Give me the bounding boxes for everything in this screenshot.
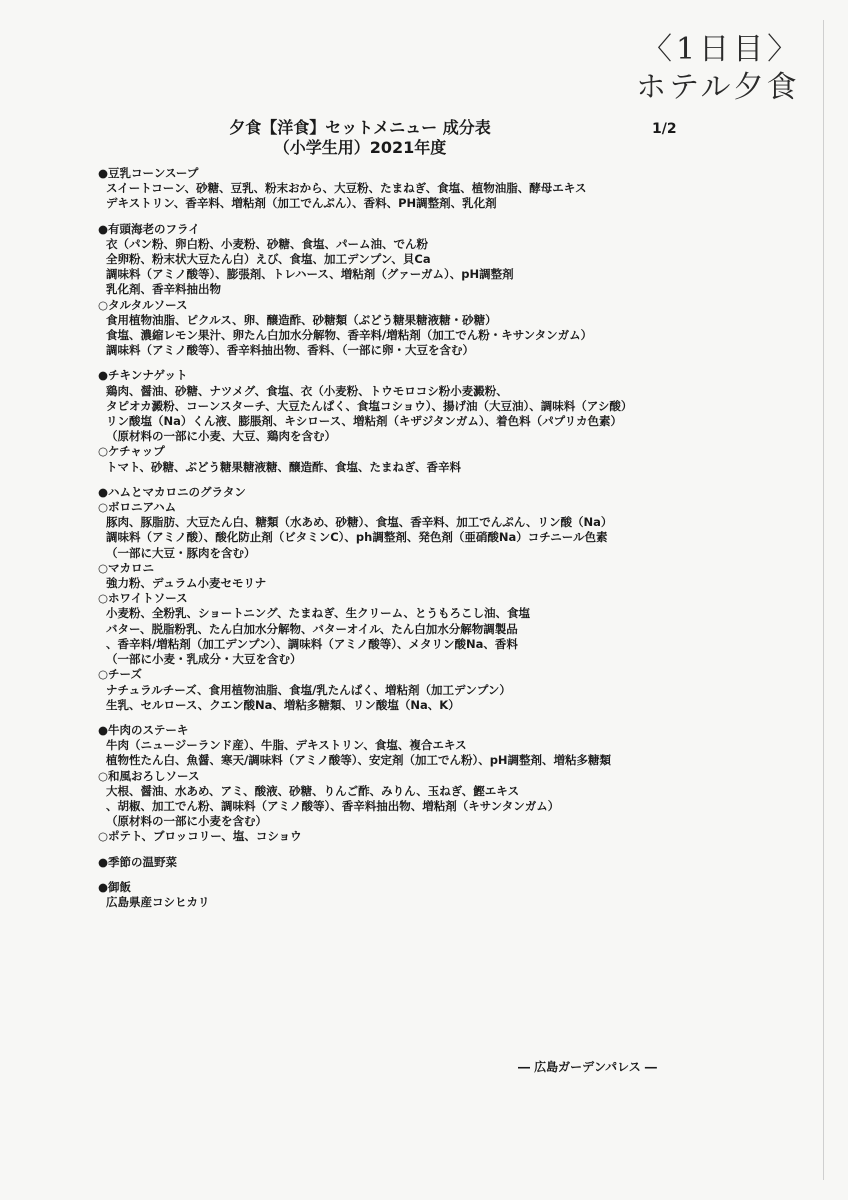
ingredient-line: 鶏肉、醤油、砂糖、ナツメグ、食塩、衣（小麦粉、トウモロコシ粉小麦澱粉、 xyxy=(106,383,508,398)
dish-heading: ● 牛肉のステーキ xyxy=(98,723,658,738)
menu-ingredient-list xyxy=(98,166,658,920)
footer-venue: ― 広島ガーデンパレス ― xyxy=(518,1060,657,1074)
ingredient-line: 食塩、濃縮レモン果汁、卵たん白加水分解物、香辛料/増粘剤（加工でん粉・キサンタンガム） xyxy=(106,328,593,343)
page-number: 1/2 xyxy=(652,121,677,137)
menu-section xyxy=(98,222,658,359)
ingredient-line: 衣（パン粉、卵白粉、小麦粉、砂糖、食塩、パーム油、でん粉 xyxy=(106,236,428,251)
handwritten-day: 〈1日目〉 xyxy=(642,32,802,67)
dish-heading: ● 有頭海老のフライ xyxy=(98,222,658,237)
component-heading: ○ ボロニアハム xyxy=(98,500,658,515)
ingredient-line: （原材料の一部に小麦を含む） xyxy=(106,814,267,829)
ingredient-line: （一部に大豆・豚肉を含む） xyxy=(106,545,256,560)
dish-heading: ● 季節の温野菜 xyxy=(98,855,658,870)
menu-section xyxy=(98,368,658,474)
component-heading: ○ マカロニ xyxy=(98,561,658,576)
ingredient-line: 小麦粉、全粉乳、ショートニング、たまねぎ、生クリーム、とうもろこし油、食塩 xyxy=(106,606,531,621)
ingredient-line: 植物性たん白、魚醤、寒天/調味料（アミノ酸等）、安定剤（加工でん粉）、pH調整剤、増粘多糖類 xyxy=(106,753,612,768)
ingredient-line: タピオカ澱粉、コーンスターチ、大豆たんぱく、食塩コショウ）、揚げ油（大豆油）、調味料（アシ酸） xyxy=(106,398,633,413)
ingredient-line: （原材料の一部に小麦、大豆、鶏肉を含む） xyxy=(106,429,336,444)
dish-heading: ● 御飯 xyxy=(98,880,658,895)
component-heading: ○ ケチャップ xyxy=(98,444,658,459)
ingredient-line: 食用植物油脂、ピクルス、卵、醸造酢、砂糖類（ぶどう糖果糖液糖・砂糖） xyxy=(106,312,497,327)
ingredient-line: 大根、醤油、水あめ、アミ、酸液、砂糖、りんご酢、みりん、玉ねぎ、鰹エキス xyxy=(106,783,520,798)
ingredient-line: バター、脱脂粉乳、たん白加水分解物、バターオイル、たん白加水分解物調製品 xyxy=(106,621,518,636)
document-subtitle: （小学生用）2021年度 xyxy=(273,138,447,157)
ingredient-line: 乳化剤、香辛料抽出物 xyxy=(106,282,221,297)
dish-heading: ● 豆乳コーンスープ xyxy=(98,166,658,181)
component-heading: ○ チーズ xyxy=(98,667,658,682)
menu-section xyxy=(98,855,658,870)
ingredient-line: 調味料（アミノ酸等）、香辛料抽出物、香料、（一部に卵・大豆を含む） xyxy=(106,343,474,358)
component-heading: ○ ポテト、ブロッコリー、塩、コショウ xyxy=(98,829,658,844)
dish-heading: ● ハムとマカロニのグラタン xyxy=(98,485,658,500)
component-heading: ○ ホワイトソース xyxy=(98,591,658,606)
ingredient-line: トマト、砂糖、ぶどう糖果糖液糖、醸造酢、食塩、たまねぎ、香辛料 xyxy=(106,459,462,474)
handwritten-meal: ホテル夕食 xyxy=(636,70,800,105)
ingredient-line: スイートコーン、砂糖、豆乳、粉末おから、大豆粉、たまねぎ、食塩、植物油脂、酵母エキス xyxy=(106,181,587,196)
ingredient-line: 調味料（アミノ酸等）、膨張剤、トレハース、増粘剤（グァーガム）、pH調整剤 xyxy=(106,267,514,282)
ingredient-line: ナチュラルチーズ、食用植物油脂、食塩/乳たんぱく、増粘剤（加工デンプン） xyxy=(106,682,511,697)
ingredient-line: 広島県産コシヒカリ xyxy=(106,894,210,909)
ingredient-line: 生乳、セルロース、クエン酸Na、増粘多糖類、リン酸塩（Na、K） xyxy=(106,697,460,712)
ingredient-line: デキストリン、香辛料、増粘剤（加工でんぷん）、香料、PH調整剤、乳化剤 xyxy=(106,196,497,211)
ingredient-line: 、香辛料/増粘剤（加工デンプン）、調味料（アミノ酸等）、メタリン酸Na、香料 xyxy=(106,636,518,651)
handwritten-note xyxy=(636,32,826,108)
ingredient-line: リン酸塩（Na）くん液、膨脹剤、キシロース、増粘剤（キザジタンガム）、着色料（パプリカ色素） xyxy=(106,414,623,429)
title-block xyxy=(150,118,570,158)
ingredient-line: 強力粉、デュラム小麦セモリナ xyxy=(106,576,267,591)
ingredient-line: 、胡椒、加工でん粉、調味料（アミノ酸等）、香辛料抽出物、増粘剤（キサンタンガム） xyxy=(106,798,560,813)
menu-section xyxy=(98,166,658,212)
ingredient-line: 牛肉（ニュージーランド産）、牛脂、デキストリン、食塩、複合エキス xyxy=(106,738,467,753)
component-heading: ○ 和風おろしソース xyxy=(98,769,658,784)
component-heading: ○ タルタルソース xyxy=(98,298,658,313)
menu-section xyxy=(98,485,658,713)
ingredient-line: 全卵粉、粉末状大豆たん白）えび、食塩、加工デンプン、貝Ca xyxy=(106,252,431,267)
menu-section xyxy=(98,880,658,910)
document-title: 夕食【洋食】セットメニュー 成分表 xyxy=(229,118,491,137)
ingredient-line: 豚肉、豚脂肪、大豆たん白、糖類（水あめ、砂糖）、食塩、香辛料、加工でんぷん、リン酸（Na） xyxy=(106,515,613,530)
scan-edge xyxy=(823,20,824,1180)
menu-section xyxy=(98,723,658,845)
ingredient-line: 調味料（アミノ酸）、酸化防止剤（ビタミンC）、ph調整剤、発色剤（亜硝酸Na）コチニール色素 xyxy=(106,530,608,545)
dish-heading: ● チキンナゲット xyxy=(98,368,658,383)
ingredient-line: （一部に小麦・乳成分・大豆を含む） xyxy=(106,652,302,667)
